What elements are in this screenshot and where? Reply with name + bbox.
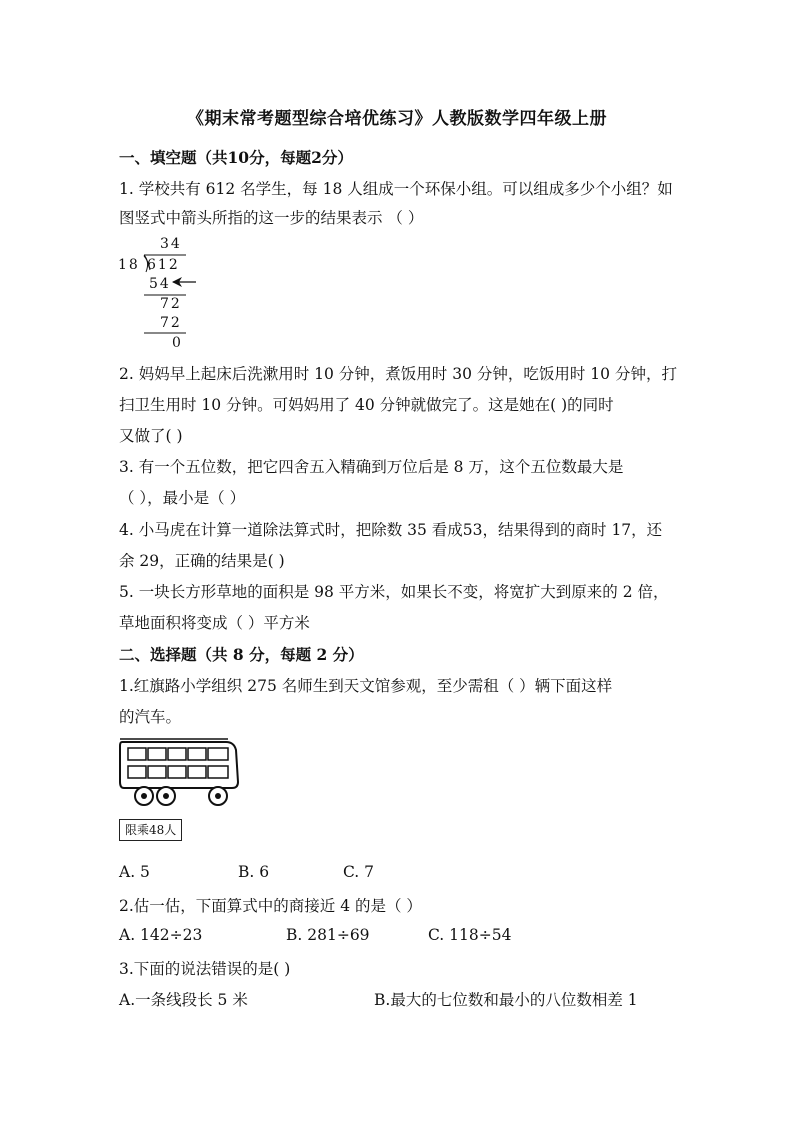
q2-text-line1: 2. 妈妈早上起床后洗漱用时 10 分钟，煮饭用时 30 分钟，吃饭用时 10 分钟，打 [119, 365, 677, 383]
q5-text-line2: 草地面积将变成（ ）平方米 [119, 614, 310, 632]
division-quotient: 34 [160, 236, 182, 252]
division-step2: 72 [160, 315, 182, 331]
q3-text-line1: 3. 有一个五位数，把它四舍五入精确到万位后是 8 万，这个五位数最大是 [119, 458, 624, 476]
s2-q1-text-line1: 1.红旗路小学组织 275 名师生到天文馆参观，至少需租（ ）辆下面这样 [119, 677, 613, 695]
section2-heading: 二、选择题（共 8 分，每题 2 分） [119, 645, 364, 664]
q4-text-line1: 4. 小马虎在计算一道除法算式时，把除数 35 看成53，结果得到的商时 17，还 [119, 521, 663, 539]
s2-q2-text: 2.估一估，下面算式中的商接近 4 的是（ ） [119, 897, 422, 915]
s2-q3-option-b: B.最大的七位数和最小的八位数相差 1 [374, 991, 638, 1009]
s2-q1-text-line2: 的汽车。 [119, 708, 182, 726]
page-title: 《期末常考题型综合培优练习》人教版数学四年级上册 [187, 109, 607, 129]
capacity-label: 限乘48人 [119, 819, 182, 841]
s2-q3-option-a: A.一条线段长 5 米 [119, 991, 248, 1009]
division-remainder1: 72 [160, 296, 182, 312]
section1-heading: 一、填空题（共10分，每题2分） [119, 148, 353, 167]
long-division [110, 232, 220, 357]
q2-text-line2: 扫卫生用时 10 分钟。可妈妈用了 40 分钟就做完了。这是她在( )的同时 [119, 396, 614, 414]
q2-text-line3: 又做了( ) [119, 427, 183, 445]
bus-icon [118, 736, 242, 810]
q4-text-line2: 余 29，正确的结果是( ) [119, 552, 285, 570]
q3-text-line2: （ ），最小是（ ） [119, 489, 246, 507]
division-final: 0 [172, 335, 183, 351]
s2-q3-text: 3.下面的说法错误的是( ) [119, 960, 291, 978]
s2-q2-option-b: B. 281÷69 [286, 926, 370, 944]
s2-q1-option-a: A. 5 [119, 863, 150, 881]
division-dividend: 612 [147, 257, 180, 273]
s2-q2-option-a: A. 142÷23 [119, 926, 203, 944]
q5-text-line1: 5. 一块长方形草地的面积是 98 平方米，如果长不变，将宽扩大到原来的 2 倍， [119, 583, 669, 601]
s2-q1-option-c: C. 7 [343, 863, 375, 881]
division-divisor: 18 [118, 257, 140, 273]
s2-q2-option-c: C. 118÷54 [428, 926, 512, 944]
q1-text-line1: 1. 学校共有 612 名学生，每 18 人组成一个环保小组。可以组成多少个小组？如 [119, 180, 673, 198]
s2-q1-option-b: B. 6 [238, 863, 270, 881]
q1-text-line2: 图竖式中箭头所指的这一步的结果表示 （ ） [119, 209, 424, 227]
division-step1: 54 [149, 276, 171, 292]
